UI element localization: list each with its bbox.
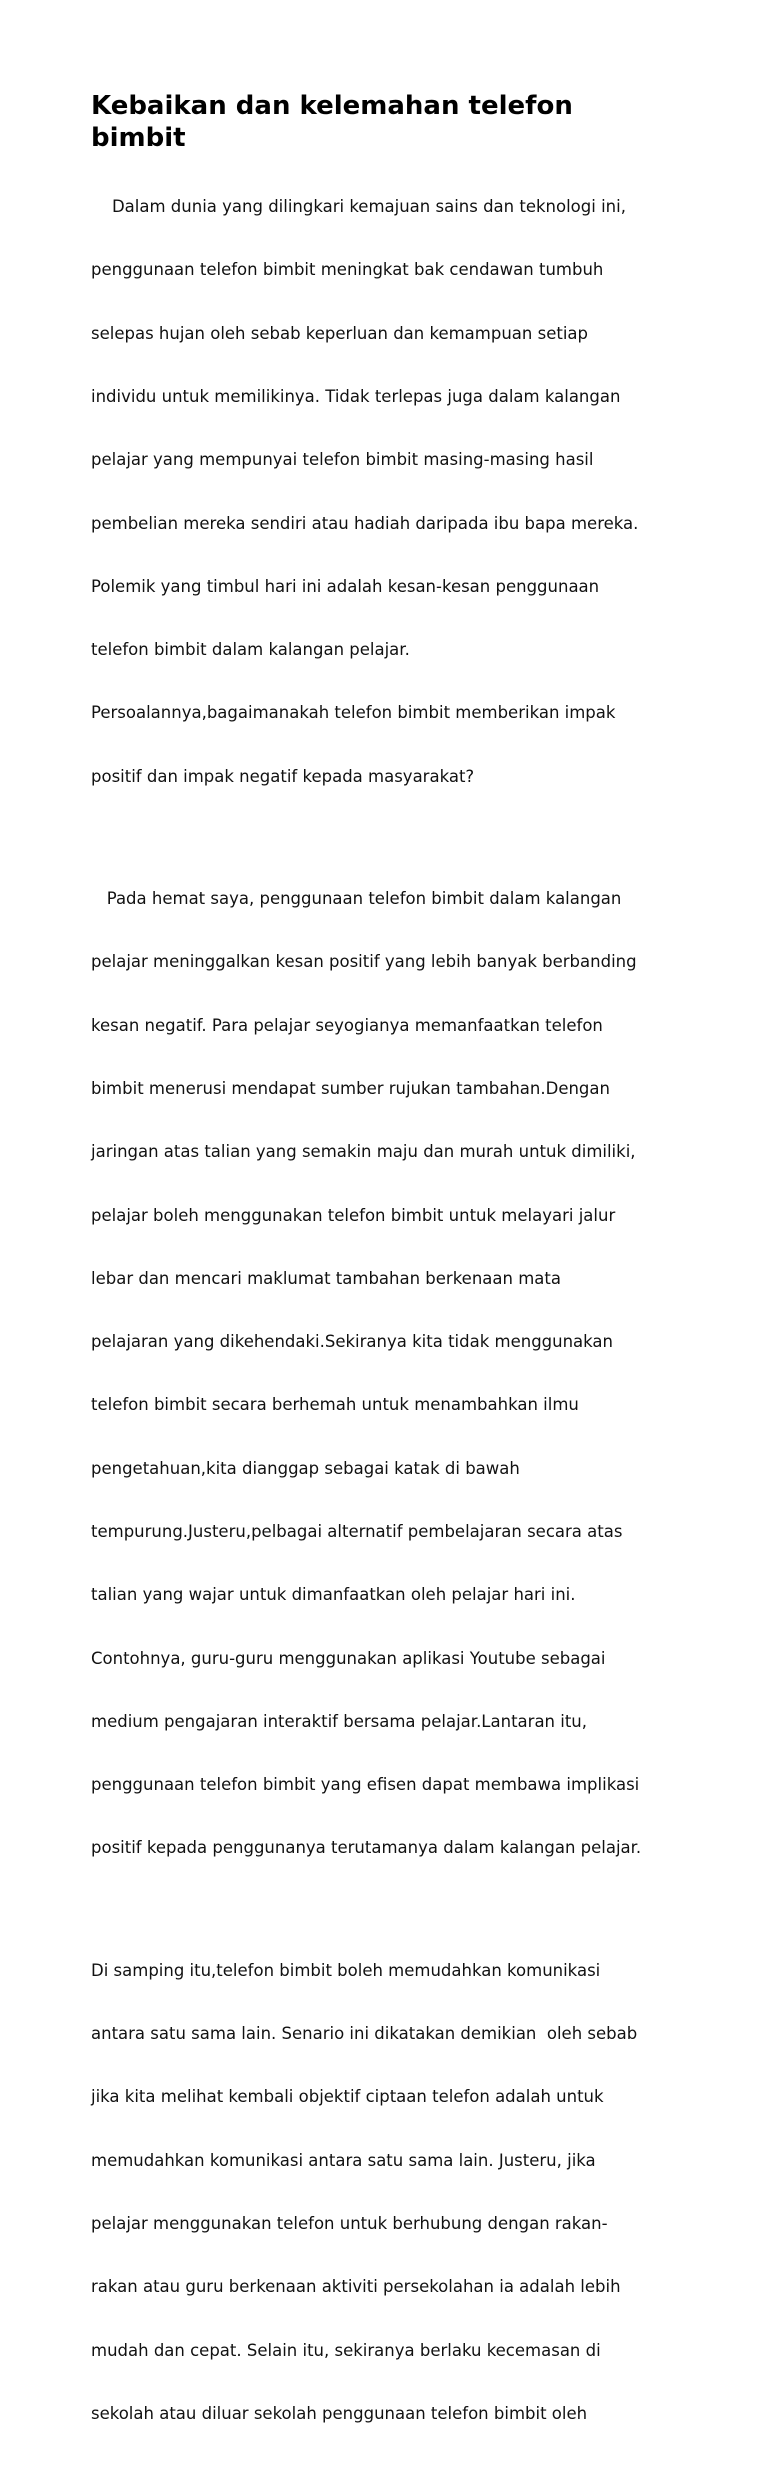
text-line: individu untuk memilikinya. Tidak terlepas juga dalam kalangan	[91, 387, 621, 407]
text-line: mudah dan cepat. Selain itu, sekiranya berlaku kecemasan di	[91, 2340, 601, 2360]
text-line: penggunaan telefon bimbit yang efisen dapat membawa implikasi	[91, 1775, 640, 1795]
text-line: pelajar yang mempunyai telefon bimbit masing-masing hasil	[91, 450, 594, 470]
text-line: Polemik yang timbul hari ini adalah kesan-kesan penggunaan	[91, 576, 600, 596]
document-page	[91, 90, 691, 2466]
text-line: memudahkan komunikasi antara satu sama lain. Justeru, jika	[91, 2150, 596, 2170]
text-line: pengetahuan,kita dianggap sebagai katak di bawah	[91, 1458, 520, 1478]
text-line: Di samping itu,telefon bimbit boleh memudahkan komunikasi	[91, 1960, 601, 1980]
text-line: selepas hujan oleh sebab keperluan dan kemampuan setiap	[91, 323, 588, 343]
text-line: positif dan impak negatif kepada masyarakat?	[91, 766, 475, 786]
document-title	[91, 90, 691, 154]
paragraph-introduction	[91, 154, 691, 829]
text-line: talian yang wajar untuk dimanfaatkan oleh pelajar hari ini.	[91, 1585, 576, 1605]
text-line: Persoalannya,bagaimanakah telefon bimbit memberikan impak	[91, 703, 616, 723]
title-line: Kebaikan dan kelemahan telefon	[91, 91, 573, 121]
text-line: telefon bimbit secara berhemah untuk menambahkan ilmu	[91, 1395, 579, 1415]
text-line: Pada hemat saya, penggunaan telefon bimbit dalam kalangan	[91, 889, 622, 909]
text-line: pelajar menggunakan telefon untuk berhubung dengan rakan-	[91, 2214, 608, 2233]
text-line: pembelian mereka sendiri atau hadiah daripada ibu bapa mereka.	[91, 513, 639, 533]
text-line: positif kepada penggunanya terutamanya dalam kalangan pelajar.	[91, 1838, 642, 1858]
text-line: telefon bimbit dalam kalangan pelajar.	[91, 640, 410, 660]
text-line: Contohnya, guru-guru menggunakan aplikasi Youtube sebagai	[91, 1648, 606, 1668]
text-line: penggunaan telefon bimbit meningkat bak cendawan tumbuh	[91, 260, 604, 280]
text-line: jika kita melihat kembali objektif ciptaan telefon adalah untuk	[91, 2087, 604, 2107]
text-line: pelajaran yang dikehendaki.Sekiranya kita tidak menggunakan	[91, 1332, 614, 1352]
text-line: pelajar meninggalkan kesan positif yang lebih banyak berbanding	[91, 952, 637, 972]
paragraph-positive-impact	[91, 846, 691, 1901]
title-line: bimbit	[91, 123, 186, 153]
text-line: bimbit menerusi mendapat sumber rujukan tambahan.Dengan	[91, 1079, 610, 1099]
text-line: Dalam dunia yang dilingkari kemajuan sains dan teknologi ini,	[91, 197, 626, 217]
paragraph-communication	[91, 1918, 691, 2466]
text-line: medium pengajaran interaktif bersama pelajar.Lantaran itu,	[91, 1711, 588, 1731]
text-line: kesan negatif. Para pelajar seyogianya memanfaatkan telefon	[91, 1015, 603, 1035]
text-line: jaringan atas talian yang semakin maju dan murah untuk dimiliki,	[91, 1142, 636, 1162]
text-line: antara satu sama lain. Senario ini dikatakan demikian oleh sebab	[91, 2024, 638, 2044]
text-line: rakan atau guru berkenaan aktiviti persekolahan ia adalah lebih	[91, 2277, 621, 2297]
text-line: lebar dan mencari maklumat tambahan berkenaan mata	[91, 1268, 561, 1288]
text-line: sekolah atau diluar sekolah penggunaan telefon bimbit oleh	[91, 2403, 588, 2423]
text-line: pelajar boleh menggunakan telefon bimbit untuk melayari jalur	[91, 1205, 616, 1225]
text-line: tempurung.Justeru,pelbagai alternatif pembelajaran secara atas	[91, 1522, 623, 1541]
